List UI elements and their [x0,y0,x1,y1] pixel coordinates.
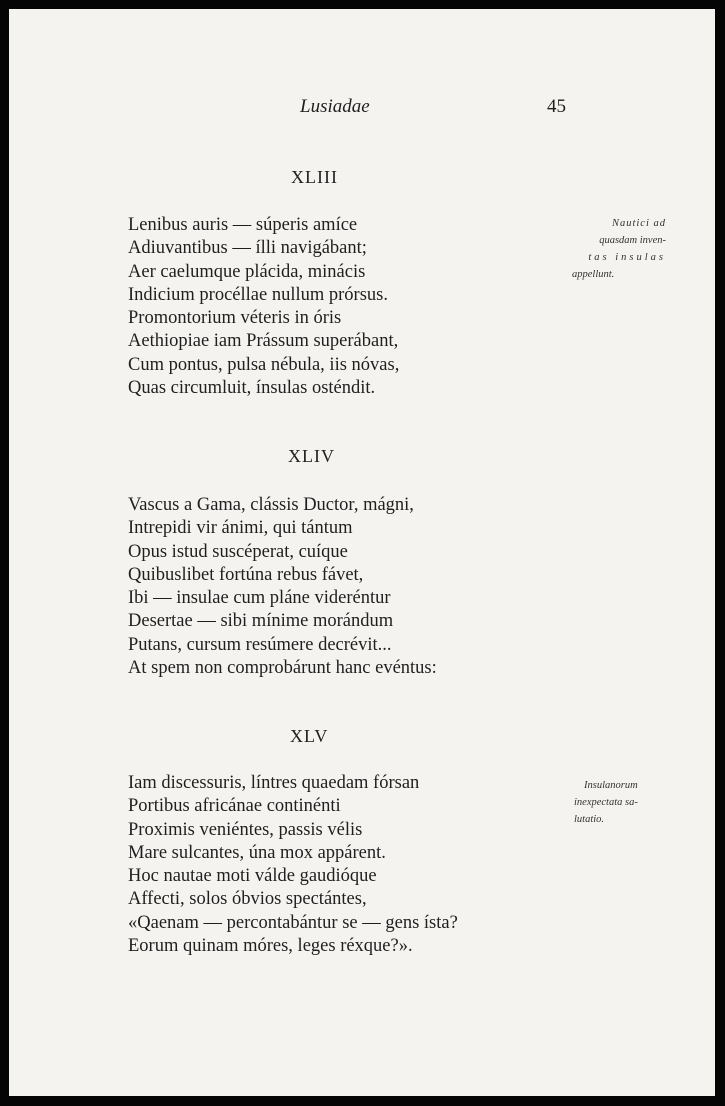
verse-line: Aer caelumque plácida, minácis [128,261,366,282]
verse-line: Quibuslibet fortúna rebus fávet, [128,564,364,585]
stanza-xlv [128,772,458,958]
note-line: appellunt. [572,269,615,280]
verse-line: Proximis veniéntes, passis vélis [128,819,363,840]
note-line: inexpectata sa- [574,797,638,808]
verse-line: Adiuvantibus — ílli navigábant; [128,238,367,259]
verse-line: Quas circumluit, ínsulas osténdit. [128,378,376,399]
verse-line: Eorum quinam móres, leges réxque?». [128,936,413,957]
page-number: 45 [547,96,566,117]
stanza-xliv [128,494,437,680]
verse-line: Cum pontus, pulsa nébula, iis nóvas, [128,354,400,375]
stanza-number-xlv: XLV [290,726,329,746]
verse-line: Hoc nautae moti válde gaudióque [128,866,377,887]
verse-line: Vascus a Gama, clássis Ductor, mágni, [128,495,414,515]
stanza-number-xliii: XLIII [291,167,338,187]
verse-line: Portibus africánae continénti [128,796,341,817]
running-title: Lusiadae [300,96,370,117]
verse-line: Promontorium véteris in óris [128,308,342,329]
verse-line: Iam discessuris, líntres quaedam fórsan [128,773,420,793]
note-line: quasdam inven- [599,235,666,246]
margin-note-xlv [574,777,674,828]
verse-line: «Qaenam — percontabántur se — gens ísta? [128,912,458,933]
stanza-xliii [128,214,399,400]
verse-line: Lenibus auris — súperis amíce [128,215,358,235]
verse-line: Desertae — sibi mínime morándum [128,611,394,632]
note-line: Insulanorum [584,780,638,791]
stanza-number-xliv: XLIV [288,446,335,466]
verse-line: Mare sulcantes, úna mox appárent. [128,842,386,863]
note-line: lutatio. [574,814,605,825]
verse-line: Putans, cursum resúmere decrévit... [128,634,392,655]
verse-line: Intrepidi vir ánimi, qui tántum [128,518,353,539]
note-line: tas insulas [588,252,666,263]
margin-note-xliii [572,215,666,283]
verse-line: Aethiopiae iam Prássum superábant, [128,331,399,352]
verse-line: Affecti, solos óbvios spectántes, [128,889,367,910]
verse-line: Opus istud suscéperat, cuíque [128,541,348,562]
note-line: Nautici ad [611,218,666,229]
verse-line: At spem non comprobárunt hanc evéntus: [128,658,437,679]
book-page [9,9,715,1096]
verse-line: Ibi — insulae cum pláne videréntur [128,588,391,609]
verse-line: Indicium procéllae nullum prórsus. [128,284,388,305]
